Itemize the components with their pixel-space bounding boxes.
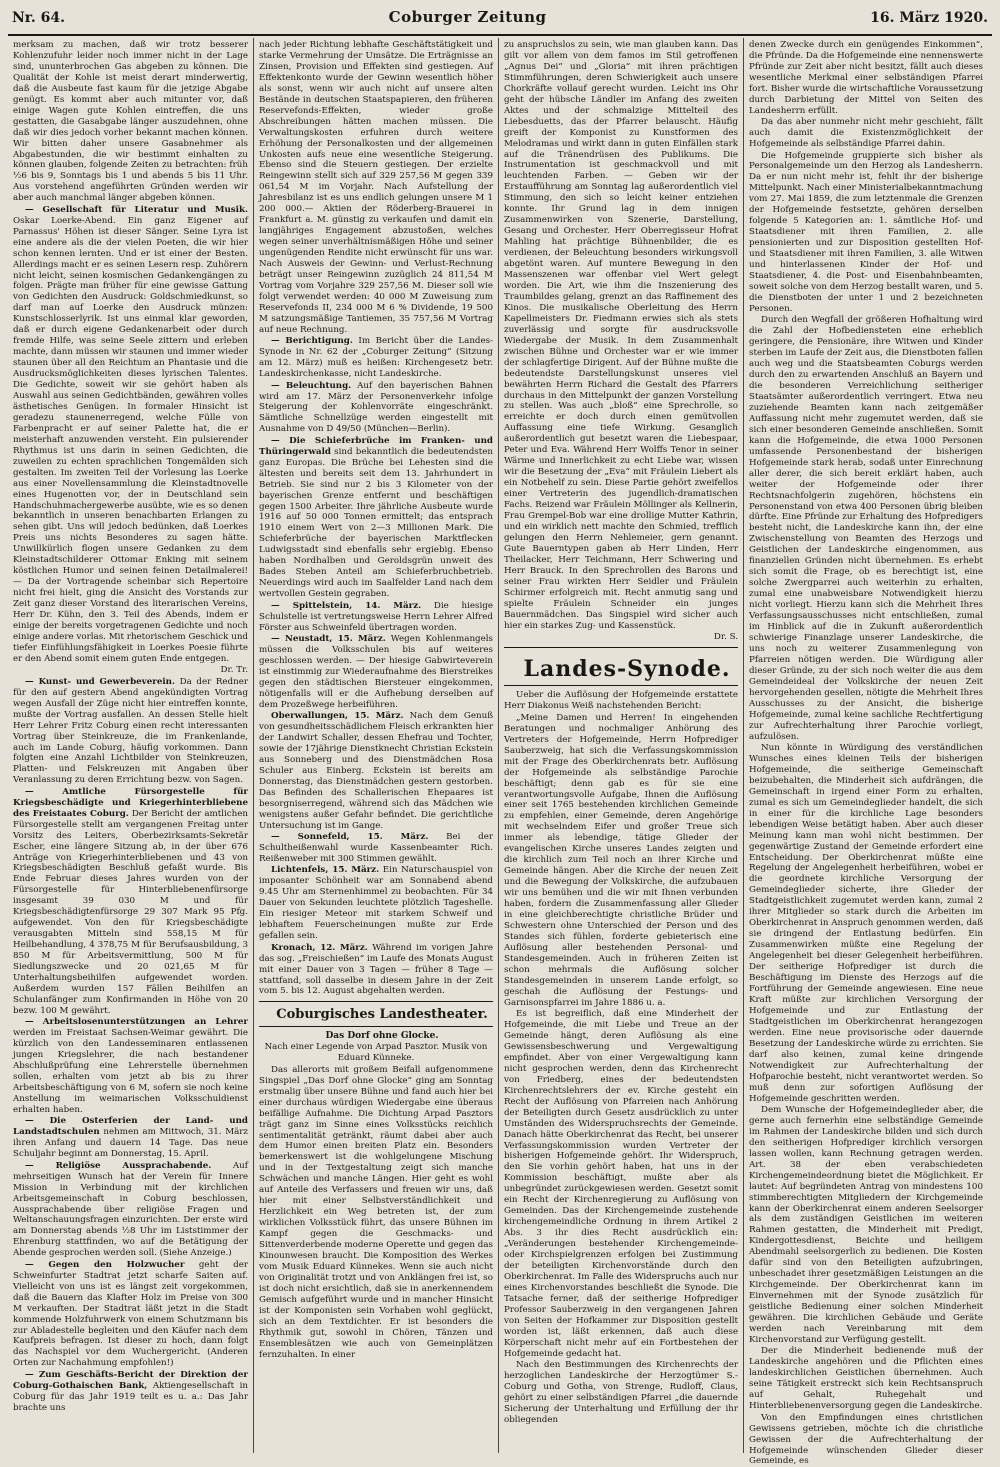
headline: — Zum Geschäfts-Bericht der Direktion der Coburg-Gothaischen Bank, [13,1369,248,1391]
synode-report: Die Hofgemeinde gruppierte sich bisher als Personalgemeinde um den Herzog als Landesherrn. Da er nun nicht mehr ist, fehlt ihr der bisherige Mittelpunkt. Nach einer Ministerialbekanntmachung vom 27. Mai 1859, die zum letztenmale die Grenzen der Hofgemeinde festsetzte, gehören derselben folgende 5 Kategorien an: 1. sämtliche Hof- und Staatsdiener mit ihren Familien, 2. alle pensionierten und zur Disposition gestellten Hof- und Staatsdiener mit ihren Familien, 3. alle Witwen und hinterlassenen Kinder der Hof- und Staatsdiener, 4. die Post- und Eisenbahnbeamten, soweit solche von dem Herzog bestallt waren, und 5. die Dienstboten der unter 1 und 2 bezeichneten Personen. [749,150,983,314]
headline: — Amtliche Fürsorgestelle für Kriegsbeschädigte und Kriegerhinterbliebene des Freistaates Coburg. [13,786,248,819]
article-body: Wegen Kohlenmangels müssen die Volksschulen bis auf weiteres geschlossen werden. — Der hiesige Gabwirteverein ist einstimmig zur Wiederaufnahme des Bierstreikes gegen den städtischen Biersteuer eingekommen, nötigenfalls will er die Aufhebung derselben auf dem Prozeßwege herbeiführen. [259,633,493,710]
article-slate-quarries [259,436,493,600]
headline: — Spittelstein, 14. März. [271,600,422,611]
headline: — Berichtigung. [271,336,353,347]
article-welfare-office [13,787,248,1017]
theatre-credit: Nach einer Legende von Arpad Pasztor. Musik von Eduard Künneke. [264,1042,488,1064]
signature: Dr. Tr. [220,665,248,676]
headline: — Gesellschaft für Literatur und Musik. [25,204,248,215]
synode-report: Der die Minderheit bedienende muß der Landeskirche angehören und die Pflichten eines landeskirchlichen Geistlichen übernehmen. Auch seine Tätigkeit erstreckt sich kein Rechtsanspruch auf Gehalt, Ruhegehalt und Hinterbliebenenversorgung gegen die Landeskirche. [749,1346,983,1412]
article-body: Bei der Schultheißenwahl wurde Kassenbeamter Rich. Reißenweber mit 300 Stimmen gewählt. [259,832,493,865]
synode-report-cont: denen Zwecke durch ein genügendes Einkommen“, die Pfründe. Da die Hofgemeinde eine nennenswerte Pfründe zur Zeit aber nicht besitzt, fällt auch dieses wesentliche Merkmal einer selbständigen Pfarrei fort. Bisher wurde die wirtschaftliche Voraussetzung durch Darbietung der Mittel von Seiten des Landesherrn erfüllt. [749,40,983,116]
synode-report: Nun könnte in Würdigung des verständlichen Wunsches eines kleinen Teils der bisherigen Hofgemeinde, die seitherige Gemeinschaft beizubehalten, die Minderheit sich aufdrängen, die Gemeinschaft in irgend einer Form zu erhalten, zumal es sich um Gemeindeglieder handelt, die sich in einer für die kirchliche Lage besonders lebendigen Weise betätigt haben. Aber auch dieser Meinung kann man wohl nicht bestimmen. Der gegenwärtige Zustand der Gemeinde erfordert eine Entscheidung. Der Oberkirchenrat müßte eine Regelung der Angelegenheit herbeiführen, wobei er die geordnete kirchliche Versorgung der Gemeindeglieder sicherte, ihre Glieder der Stadtgeistlichkeit zugemutet werden kann, zumal 2 ihrer Mitglieder so stark durch die Arbeiten im Oberkirchenrat in Anspruch genommen werden, daß sie dringend der Entlastung bedürfen. Ein Zusammenwirken müßte eine Regelung der Angelegenheit bei dieser Gelegenheit herbeiführen. Der seitherige Hofprediger ist durch die Beschäftigung im Dienste des Herzogs auf die Fortführung der Gemeinde angewiesen. Eine neue Kraft müßte zur kirchlichen Versorgung der Hofgemeinde und zur Entlastung der Stadtgeistlichen im Oberkirchenrat herangezogen werden. Eine neue provisorische oder dauernde Besetzung der Landeskirche würde zu errichten. Sie darf also keinen, zumal keine dringende Notwendigkeit zur Aufrechterhaltung der Hofparochie besteht, nicht verantwortet werden. So muß denn zur sofortigen Auflösung der Hofgemeinde geschritten werden. [749,743,983,1104]
article-correction [259,336,493,380]
synode-title: Landes-Synode. [523,655,731,682]
masthead [8,8,992,36]
article-body: nehmen am Mittwoch, 31. März ihren Anfang und dauern 14 Tage. Das neue Schuljahr beginnt am Donnerstag, 15. April. [13,1127,249,1160]
issue-date: 16. März 1920. [870,10,988,26]
synode-report: Da das aber nunmehr nicht mehr geschieht, fällt auch damit die Existenzmöglichkeit der Hofgemeinde als selbständige Pfarrei dahin. [749,117,983,150]
headline: — Neustadt, 15. März. [271,633,386,644]
headline: Lichtenfels, 15. März. [271,865,380,876]
headline: — Arbeitslosenunterstützungen an Lehrer [25,1017,248,1028]
article-oberwallungen [259,711,493,831]
article-body: Da der Redner für den auf gestern Abend angekündigten Vortrag wegen Ausfall der Züge nicht hier eintreffen konnte, mußte der Vortrag ausfallen. An dessen Stelle hielt Herr Lehrer Fritz Coburg einen recht interessanten Vortrag über Steinkreuze, die im Frankenlande, auch im Lande Coburg, häufig vorkommen. Dann folgten eine Anzahl Lichtbilder von Steinkreuzen, Platten- und Felskreuzen mit Angaben über Veranlassung zu deren Errichtung bezw. von Sagen. [13,676,248,786]
article-body: sind bekanntlich die bedeutendsten ganz Europas. Die Brüche bei Lehesten sind die ältesten und bereits seit dem 13. Jahrhundert in Betrieb. Sie sind nur 2 bis 3 Kilometer von der bayerischen Grenze entfernt und beschäftigen gegen 1500 Arbeiter. Ihre jährliche Ausbeute wurde 1916 auf 50 000 Tonnen ermittelt; das entsprach 1910 einem Wert von 2—3 Millionen Mark. Die Schieferbrüche der bayerischen Marktflecken Ludwigsstadt sind ebenfalls sehr ergiebig. Ebenso haben Nordhalben und Geroldsgrün unweit des Bades Steben Anteil am Schieferbruchbetrieb. Neuerdings wird auch im Saalfelder Land nach dem wertvollen Gestein gegraben. [259,446,493,600]
article-body: Aktiengesellschaft in Coburg für das Jahr 1919 teilt es u. a.: Das Jahr brachte uns [13,1380,249,1413]
article-literature-society [13,205,248,665]
headline: Oberwallungen, 15. März. [271,711,404,722]
article-body: geht der Schweinfurter Stadtrat jetzt scharfe Saiten auf. Vielleicht von uns ist es längst zeit vorgekommen, daß die Bauern das Klafter Holz im Preise von 300 M verkauften. Der Stadtrat läßt jetzt in die Stadt kommende Holzfuhrwerk von einem Schutzmann bis zur Abladestelle begleiten und den Käufer nach dem Kaufpreis befragen. Ist dieser zu hoch, dann folgt das Nachspiel vor dem Wuchergericht. (Anderen Orten zur Nachahmung empfohlen!) [13,1259,248,1369]
article-body: Der Bericht der amtlichen Fürsorgestelle stellt am vergangenen Freitag unter Vorsitz des Leiters, Oberbezirksamts-Sekretär Escher, eine längere Sitzung ab, in der über 676 Anträge von Kriegerhinterbliebenen und 43 von Kriegsbeschädigten Beschluß gefaßt wurde. Bis Ende Februar dieses Jahres wurden von der Fürsorgestelle für Hinterbliebenenfürsorge insgesamt 39 030 M und für Kriegsbeschädigtenfürsorge 29 307 Mark 95 Pfg. aufgewendet. Von den für Kriegsbeschädigte verausgabten Mitteln sind 558,15 M für Heilbehandlung, 4 378,75 M für Berufsausbildung, 3 850 M für Arbeitsvermittlung, 500 M für Siedlungszwecke und 20 021,65 M für Unterhaltungsbeihilfen aufgewendet worden. Außerdem wurden 157 Fällen Beihilfen an Schulanfänger zum Konfirmanden in Höhe von 20 bezw. 100 M gewährt. [13,808,248,1016]
article-lichtenfels [259,865,493,942]
synode-intro: Ueber die Auflösung der Hofgemeinde erstattete Herr Diakonus Weiß nachstehenden Bericht: [504,690,738,712]
article-body: werden im Freistaat Sachsen-Weimar gewährt. Die kürzlich von den Landesseminaren entlassenen jungen Kriegslehrer, die nach bestandener Abschlußprüfung eine Lehrerstelle übernehmen sollen, erhalten vom jetzt ab bis zu ihrer Arbeitsbeschäftigung von 6 M, sofern sie noch keine Anstellung im weimarischen Volksschuldienst erhalten haben. [13,1028,248,1115]
headline: — Die Osterferien der Land- und Landstadtschulen [13,1116,248,1138]
synode-section-header [504,647,738,687]
signature: Dr. S. [713,631,738,642]
synode-report: Von den Empfindungen eines christlichen Gewissens getrieben, möchte ich die christliche Gewissen der die Aufrechterhaltung der Hofgemeinde wünschenden Glieder dieser Gemeinde, es [749,1412,983,1467]
columns [8,38,992,1467]
article-body: Ein Naturschauspiel von imposanter Schönheit war am Sonnabend abend 9.45 Uhr am Sternenhimmel zu beobachten. Für 34 Dauer von Sekunden leuchtete plötzlich Tageshelle. Ein riesiger Meteor mit starkem Schweif und lebhaftem Feuerscheinungen mußte zur Erde gefallen sein. [259,865,493,942]
article-neustadt [259,634,493,711]
theatre-play-title: Das Dorf ohne Glocke. [325,1030,439,1041]
article-religious-evenings [13,1161,248,1260]
article-teacher-support [13,1017,248,1116]
headline: — Religiöse Aussprachabende. [25,1160,212,1171]
article-arts-crafts [13,677,248,787]
synode-report: Durch den Wegfall der größeren Hofhaltung wird die Zahl der Hofbediensteten eine erheblich geringere, die Pensionäre, ihre Witwen und Kinder sterben im Laufe der Zeit aus, die Dienstboten fallen auch weg und die Staatsbeamten Coburgs werden durch den zu erwartenden Anschluß an Bayern und die besonderen Verreichlichung seitheriger Staatsämter außerordentlich verringert. Etwa neu zuziehende Beamten kann nach zeitgemäßer Auffassung nicht mehr zugemutet werden, daß sie sich einer besonderen Gemeinde anschließen. Somit kann die Hofgemeinde, die etwa 1000 Personen umfassende Personenbestand der bisherigen Hofgemeinde stark herab, sodaß unter Einrechnung aller derer, die sich bereit erklärt haben, auch weiter der Hofgemeinde oder ihrer Rechtsnachfolgerin zugehören, höchstens ein Personenstand von etwa 400 Personen übrig bleiben dürfte. Eine Pfründe zur Erhaltung des Hofpredigers besteht nicht, die Landeskirche kann ihn, der eine Zwischenstellung von Beamten des Herzogs und Geistlichen der Landeskirche eingenommen, aus finanziellen Gründen nicht übernehmen. Es erhebt sich somit die Frage, ob es berechtigt ist, eine solche Zwergparrei auch weiterhin zu erhalten, zumal eine unabweisbare Notwendigkeit hierzu nicht vorliegt. Hierzu kann sich die Mehrheit Ihres Verfassungsausschusses nicht entschließen, zumal im Hinblick auf die in Zukunft außerordentlich schwierige Finanzlage unserer Landeskirche, die uns noch zu weiterer Zusammenlegung von Pfarreien nötigen werden. Die Würdigung aller dieser Gründe, zu der sich noch weiter die aus dem Gemeindeideal der Volkskirche der neuen Zeit hervorgehenden gesellen, nötigte die Mehrheit Ihres Ausschusses zu der Ansicht, die bisherige Hofgemeinde, zumal keine sachliche Rechtfertigung zur Aufrechterhaltung ihrer Parochie vorliegt, aufzulösen. [749,315,984,742]
column-3 [498,38,743,1453]
headline: — Kunst- und Gewerbeverein. [25,676,175,687]
headline: Kronach, 12. März. [271,942,368,953]
column-2 [253,38,498,1453]
article-body: Oskar Loerke-Abend. Ein ganz Eigener auf Parnassus' Höhen ist dieser Sänger. Seine Lyra ist eine andere als die der vielen Poeten, die wir hier schon kennen lernten. Und er ist einer der Besten. Allerdings macht er es seinen Lesern resp. Zuhörern nicht leicht, seinen kosmischen Gedankengängen zu folgen. Prägte man früher für eine gewisse Gattung von Gedichten den Ausdruck: Goldschmiedkunst, so darf man auf Loerke den Ausdruck münzen: Kunstschlosserlyrik. Ist uns einmal klar geworden, daß er durch eigene Gedankenarbeit oder durch fremde Hilfe, was seine Seele zittern und erleben machte, dann müssen wir staunen und immer wieder staunen über all den Reichtum an Phantasie und die Ausdrucksmöglichkeiten dieses lyrischen Talentes. Die Gedichte, soweit wir sie gehört haben als Auswahl aus seinen Gedichtbänden, gewähren volles ästhetisches Genügen. In formaler Hinsicht ist geradezu staunenerregend, welche Fülle von Farbenpracht er auf seiner Palette hat, die er meisterhaft anzuwenden versteht. Ein pulsierender Rhythmus ist uns darin in seinen Gedichten, die zuweilen zu echten sprachlichen Tongemälden sich gestalten. Im zweiten Teil der Vorlesung las Loerke aus einer Novellensammlung die Kleinstadtnovelle eines Hugenotten vor, der in Deutschland sein Handschuhmachergewerbe ausübte, wie es so denen bekanntlich in unseren benachbarten Erlangen zu sehen gibt. Uns will jedoch bedünken, daß Loerkes Preis uns nichts Besonderes zu sagen hätte. Unwillkürlich flogen unsere Gedanken zu dem Kleinstadtschilderer Ottomar Enking mit seinem köstlichen Humor und seinen feinen Detailmalerei! — Da der Vortragende scheinbar sich Repertoire nicht frei hielt, ging die Ansicht des Vorstands zur Zeit ganz dieser Vorstand des literarischen Vereins, Herr Dr. Kühn, den 3. Teil des Abends, indem er einige der bereits vorgetragenen Gedichte und noch einige andere vorlas. Mit rhetorischem Geschick und tiefer Einfühlungsfähigkeit in Loerkes Poesie führte er den Abend somit einem guten Ende entgegen. [13,215,248,664]
article-wood-profiteering [13,1260,248,1370]
synode-report: „Meine Damen und Herren! In eingehenden Beratungen und nochmaliger Anhörung des Vertreters der Hofgemeinde, Herrn Hofprediger Sauberzweig, hat sich die Verfassungskommission mit der Frage des Oberkirchenrats betr. Auflösung der Hofgemeinde als selbständige Parochie beschäftigt; denn gab es für sie eine verantwortungsvolle Aufgabe, Ihnen die Auflösung einer seit 1765 bestehenden kirchlichen Gemeinde zu empfehlen, einer Gemeinde, deren Angehörige mit wechselndem Eifer und großer Treue sich immer als lebendige, tätige Glieder der evangelischen Kirche unseres Landes zeigten und die kirchlich zum Teil noch an ihrer Kirche und Gemeinde hängen. Aber die Kirche der neuen Zeit und die Bewegung der Volkskirche, die aufzubauen wir uns bemühen und die wir mit Ihnen verbunden haben, fordern die Zusammenfassung aller Glieder in eine gleichberechtigte christliche Brüder und Schwestern ohne Unterschied der Person und des Standes sich fühlen, forderte gebieterisch eine Auflösung aller bestehenden Personal- und Standesgemeinden. Auch in früheren Zeiten ist schon mehrmals die Auflösung solcher Standesgemeinden in unserem Lande erfolgt, so geschah die Auflösung der Festungs- und Garnisonspfarrei im Jahre 1886 u. a. [504,712,738,1008]
article-kronach [259,943,493,998]
synode-report: Nach den Bestimmungen des Kirchenrechts der herzoglichen Landeskirche der Herzogtümer S.-Coburg und Gotha, von Strenge, Rudloff, Claus, gehört zu einer selbständigen Pfarrei „die dauernde Sicherung der Unterhaltung und Erfüllung der ihr obliegenden [504,1360,738,1425]
headline: — Die Schieferbrüche im Franken- und Thüringerwald [259,435,493,457]
headline: — Beleuchtung. [271,380,352,391]
newspaper-title: Coburger Zeitung [388,8,547,26]
article-easter-holidays [13,1116,248,1160]
synode-report: Es ist begreiflich, daß eine Minderheit der Hofgemeinde, die mit Liebe und Treue an der Gemeinde hängt, deren Auflösung als eine Gewissensbeschwerung und Vergewaltigung empfindet. Aber von einer Vergewaltigung kann nicht gesprochen werden, denn das Kirchenrecht von Friedberg, eines der bedeutendsten Kirchenrechtslehrers der ev. Kirche gesteht ein Recht der Auflösung von Pfarreien nach Anhörung der Beteiligten durch Gesetz ausdrücklich zu unter Umständen des Widerspruchsrechts der Gemeinde. Danach hätte Oberkirchenrat das Recht, bei unserer Verfassungskommission wurden Vertreter der bisherigen Hofgemeinde gehört. Ihr Widerspruch, den Sie vorhin gehört haben, hat uns in der Kommission beschäftigt, mußte aber als unbegründet zurückgewiesen werden. Gesetzt somit ein Recht der Kirchenregierung zu Auflösung von Gemeinden. Das der Kirchengemeinde zustehende kirchengemeindliche Ordnung in ihrem Artikel 2 Abs. 3 ihr dies Recht ausdrücklich ein: „Veränderungen bestehender Kirchengemeinde- oder Kirchspielgrenzen erfolgen bei Zustimmung der beteiligten Kirchenvorstände durch den Oberkirchenrat. Im Falle des Widerspruchs auch nur eines Kirchenvorstandes beschließt die Synode. Die Tatsache ferner, daß der seitherige Hofprediger Professor Sauberzweig in den vergangenen Jahren von Seiten der Hofkammer zur Disposition gestellt worden ist, läßt erkennen, daß auch diese Körperschaft nicht mehr auf ein Fortbestehen der Hofgemeinde gedacht hat. [504,1009,738,1359]
article-body: Auf mehrseitigen Wunsch hat der Verein für Innere Mission in Verbindung mit der kirchlichen Arbeitsgemeinschaft in Coburg beschlossen, Aussprachabende über religiöse Fragen und Weltanschauungsfragen einzurichten. Der erste wird am Donnerstag abends ½8 Uhr im Liststimmer der Ehrenburg stattfinden, wo auf die Betätigung der Abende gesprochen werden soll. (Siehe Anzeige.) [13,1160,248,1259]
article-body: Im Bericht über die Landes-Synode in Nr. 62 der „Coburger Zeitung“ (Sitzung am 12. März) muß es heißen: Kirchengesetz betr. Landeskirchenkasse, nicht Landeskirche. [259,336,494,380]
theatre-review-cont: zu anspruchslos zu sein, wie man glauben kann. Das gilt vor allem von dem famos im Stil getroffenen „Agnus Dei“ und „Gloria“ mit ihren prächtigen Stimmführungen, deren Schwierigkeit auch unsere Chorkräfte vollauf gerecht wurden. Leicht ins Ohr geht der hübsche Ländler im Anfang des zweiten Aktes und der schmalzige Mittelteil des Liebesduetts, das der Pfarrer belauscht. Häufig greift der Komponist zu Kunstformen des Melodramas und wirkt dann in guten Einfällen stark auf die Tränendrüsen des Publikums. Die Instrumentation ist geschmackvoll und mit leuchtenden Farben. — Geben wir der Erstaufführung am Sonntag lag außerordentlich viel Stimmung, den sich so leicht keiner entziehen konnte. Ihr Grund lag in dem innigen Zusammenwirken von Szenerie, Darstellung, Gesang und Orchester. Herr Oberregisseur Hofrat Mahling hat prächtige Bühnenbilder, die es verdienen, der Beleuchtung besonders wirkungsvoll abgetönt waren. Auf muntere Bewegung in den Massenszenen war offenbar viel Wert gelegt worden. Die Art, wie ihm die Inszenierung des Traumbildes gelang, grenzt an das Raffinement des Kinos. Die musikalische Oberleitung des Herrn Kapellmeisters Dr. Fiedmann erwies sich als stets zuverlässig und sorgte für ausdrucksvolle Wiedergabe der Musik. In dem Zusammenhalt zwischen Bühne und Orchester war er wie immer der schlagfertige Dirigent. Auf der Bühne mußte die bedeutendste Darstellungskunst unseres viel bewährten Herrn Richard die Gestalt des Pfarrers durchaus in den Mittelpunkt der ganzen Vorstellung zu stellen. Was auch „bloß“ eine Sprechrolle, so erreichte er doch durch einen gemütvollen Auffassung eine tiefe Wirkung. Gesanglich außerordentlich gut besetzt waren die Liebespaar, Peter und Eva. Während Herr Wolffs Tenor in seiner Wärme und Innerlichkeit zu echt Liebe war, wissen wir die Besetzung der „Eva“ mit Fräulein Liebert als ein Notbehelf zu sein. Diese Partie gehört zweifellos einer Vertreterin des jugendlich-dramatischen Fachs. Reizend war Fräulein Möllinger als Kellnerin, Frau Grempel-Bob war eine drollige Mutter Kathrin, und ein wirklich nett machte den Schmied, trefflich gelungen den Herrn Nehlemeier, gern genannt. Gute Bauerntypen gaben ab Herr Linden, Herr Theilacker, Herr Teichmann, Herr Schwering und Herr Brauck. In den Sprechrollen des Barons und seiner Frau wirkten Herr Seidler und Fräulein Schirmer erfolgreich mit. Recht anmutig sang und spielte Fräulein Schneider ein junges Bauernmädchen. Das Singspiel wird sicher auch hier ein starkes Zug- und Kassenstück. [504,40,738,631]
article-body: Nach dem Genuß von gesundheitsschädlichem Fleisch erkrankten hier der Landwirt Schaller, dessen Ehefrau und Tochter, sowie der 17jährige Dienstknecht Christian Eckstein aus Sonneberg und des Dienstmädchen Rosa Schuler aus Einberg. Eckstein ist bereits am Donnerstag, das Dienstmädchen gestern gestorben. Das Befinden des Schallerischen Ehepaares ist besorgniserregend, während sich das Mädchen wie wenigstens außer Gefahr befindet. Die gerichtliche Untersuchung ist im Gange. [259,711,493,831]
theatre-review: Das allerorts mit großem Beifall aufgenommene Singspiel „Das Dorf ohne Glocke“ ging am Sonntag erstmalig über unsere Bühne und fand auch hier bei einer durchaus würdigen Wiedergabe eine überaus beifällige Aufnahme. Die Dichtung Arpad Pasztors trägt ganz im Sinne eines Volksstücks reichlich sentimentalität getränkt, räumt dabei aber auch dem Humor einen breiten Platz ein. Besonders bemerkenswert ist die wohlgelungene Mischung und in der Textgestaltung zeigt sich manche Schwächen und manche Längen. Hier geht es wohl auf Anteile des Verfassers und freuen wir uns, daß hier mit einer Selbstverständlichkeit und Herzlichkeit ein Weg betreten ist, der zum wirklichen Volksstück führt, das unsere Bühnen im Kampf gegen die Geschmacks- und Sittenverderbende moderne Operette und gegen das Kinounwesen braucht. Die Komposition des Werkes vom Musik Eduard Künnekes. Wenn sie auch nicht von Originalität trotzt und von Anklängen frei ist, so ist doch nicht ersichtlich, daß sie in anerkennendem Gemisch aufgeführt wurde und in mancher Hinsicht ist der Komponisten sein Vorhaben wohl geglückt, sich an dem Textdichter. Er ist besonders die Rhythmik gut, sowohl in Chören, Tänzen und Ensemblesätzen wie auch von Gemeinplätzen fernzuhalten. In einer [259,1064,493,1360]
article-gas-notice: merksam zu machen, daß wir trotz besserer Kohlenzufuhr leider noch immer nicht in der Lage sind, ununterbrochen Gas abgeben zu können. Die Qualität der Kohle ist meist derart minderwertig, daß die Ausbeute fast kaum für die jetzige Abgabe genügt. Es kommt aber auch mitunter vor, daß einige Wagen gute Kohlen eintreffen, die uns gestatten, die Gasabgabe länger auszudehnen, ohne daß wir dies jedoch vorher bekannt machen können. Wir bitten daher unsere Gasabnehmer als Abgabestunden, die wir bestimmt einhalten zu können glauben, folgende Zeiten zu betrachten: früh ½6 bis 9, Sonntags bis 1 und abends 5 bis 11 Uhr. Aus vorstehend angeführten Gründen werden wir aber auch manchmal länger abgeben können. [13,40,248,204]
headline: — Gegen den Holzwucher [25,1259,185,1270]
article-sonnefeld [259,832,493,865]
article-spittelstein [259,601,493,634]
column-4 [743,38,988,1467]
article-bank-report-cont: nach jeder Richtung lebhafte Geschäftstätigkeit und starke Vermehrung der Umsätze. Die Erträgnisse an Zinsen, Provision und Effekten sind gestiegen. Auf Effektenkonto wurde der Gewinn wesentlich höher als sonst, wenn wir auch nicht auf unsere alten Bestände in deutschen Staatspapieren, den früheren Reservefonds-Effekten, wieder große Abschreibungen hätten machen müssen. Die Verwaltungskosten erfuhren durch weitere Erhöhung der Personalkosten und der allgemeinen Unkosten aufs neue eine wesentliche Steigerung. Ebenso sind die Steuern gestiegen. Der erzielte Reingewinn stellt sich auf 329 257,56 M gegen 339 061,54 M im Vorjahr. Nach Aufstellung der Jahresbilanz ist es uns endlich gelungen unsere M 1 200 000.— Aktien der Röderberg-Brauerei in Frankfurt a. M. günstig zu verkaufen und damit ein langjähriges Engagement abzustoßen, welches wegen seiner unverhältnismäßigen Höhe und seiner ungenügenden Rendite nicht erwünscht für uns war. Nach Ausweis der Gewinn- und Verlust-Rechnung beträgt unser Reingewinn zuzüglich 24 811,54 M Vortrag vom Vorjahre 329 257,56 M. Dieser soll wie folgt verwendet werden: 40 000 M Zuweisung zum Reservefonds II, 234 000 M 6 % Dividende, 19 500 M satzungsmäßige Tantiemen, 35 757,56 M Vortrag auf neue Rechnung. [259,40,493,335]
theatre-section-header [259,1001,493,1027]
article-body: Während im vorigen Jahre das sog. „Freischießen“ im Laufe des Monats August mit einer Dauer von 3 Tagen — früher 8 Tage — stattfand, soll dasselbe in diesem Jahre in der Zeit vom 5. bis 12. August abgehalten werden. [259,942,493,997]
column-1 [8,38,253,1453]
article-bank-report [13,1370,248,1414]
article-rail-traffic [259,381,493,436]
article-body: Die hiesige Schulstelle ist vertretungsweise Herrn Lehrer Alfred Förster aus Schweinfeld übertragen worden. [259,600,494,633]
headline: — Sonnefeld, 15. März. [271,832,429,843]
synode-report: Dem Wunsche der Hofgemeindeglieder aber, die gerne auch fernerhin eine selbständige Gemeinde im Rahmen der Landeskirche bilden und sich durch den seitherigen Hofprediger kirchlich versorgen lassen wollen, kann Rechnung getragen werden. Art. 38 der eben verabschiedeten Kirchengemeindeordnung bietet die Möglichkeit. Er lautet: Auf begründeten Antrag von mindestens 100 stimmberechtigten Mitgliedern der Kirchgemeinde kann der Oberkirchenrat einem anderen Seelsorger als dem zuständigen Geistlichen im weiteren Rahmen gestatten, die Minderheit mit Predigt, Kindergottesdienst, Beichte und heiligem Abendmahl seelsorgerlich zu bedienen. Die Kosten dafür sind von den Beteiligten aufzubringen, unbeschadet ihrer gesetzmäßigen Leistungen an die Kirchgemeinde. Der Oberkirchenrat kann im Einvernehmen mit der Synode zusätzlich für geistliche Bedienung einer solchen Minderheit gewähren. Die kirchlichen Gebäude und Geräte werden nach Vereinbarung mit dem Kirchenvorstand zur Verfügung gestellt. [749,1104,983,1345]
theatre-title: Coburgisches Landestheater. [276,1007,488,1023]
article-body: Auf den bayerischen Bahnen wird am 17. März der Personenverkehr infolge Steigerung der Kohlenvorräte eingeschränkt. Sämtliche Schnellzüge werden eingestellt mit Ausnahme von D 49/50 (München—Berlin). [259,380,493,435]
issue-number: Nr. 64. [12,10,65,26]
